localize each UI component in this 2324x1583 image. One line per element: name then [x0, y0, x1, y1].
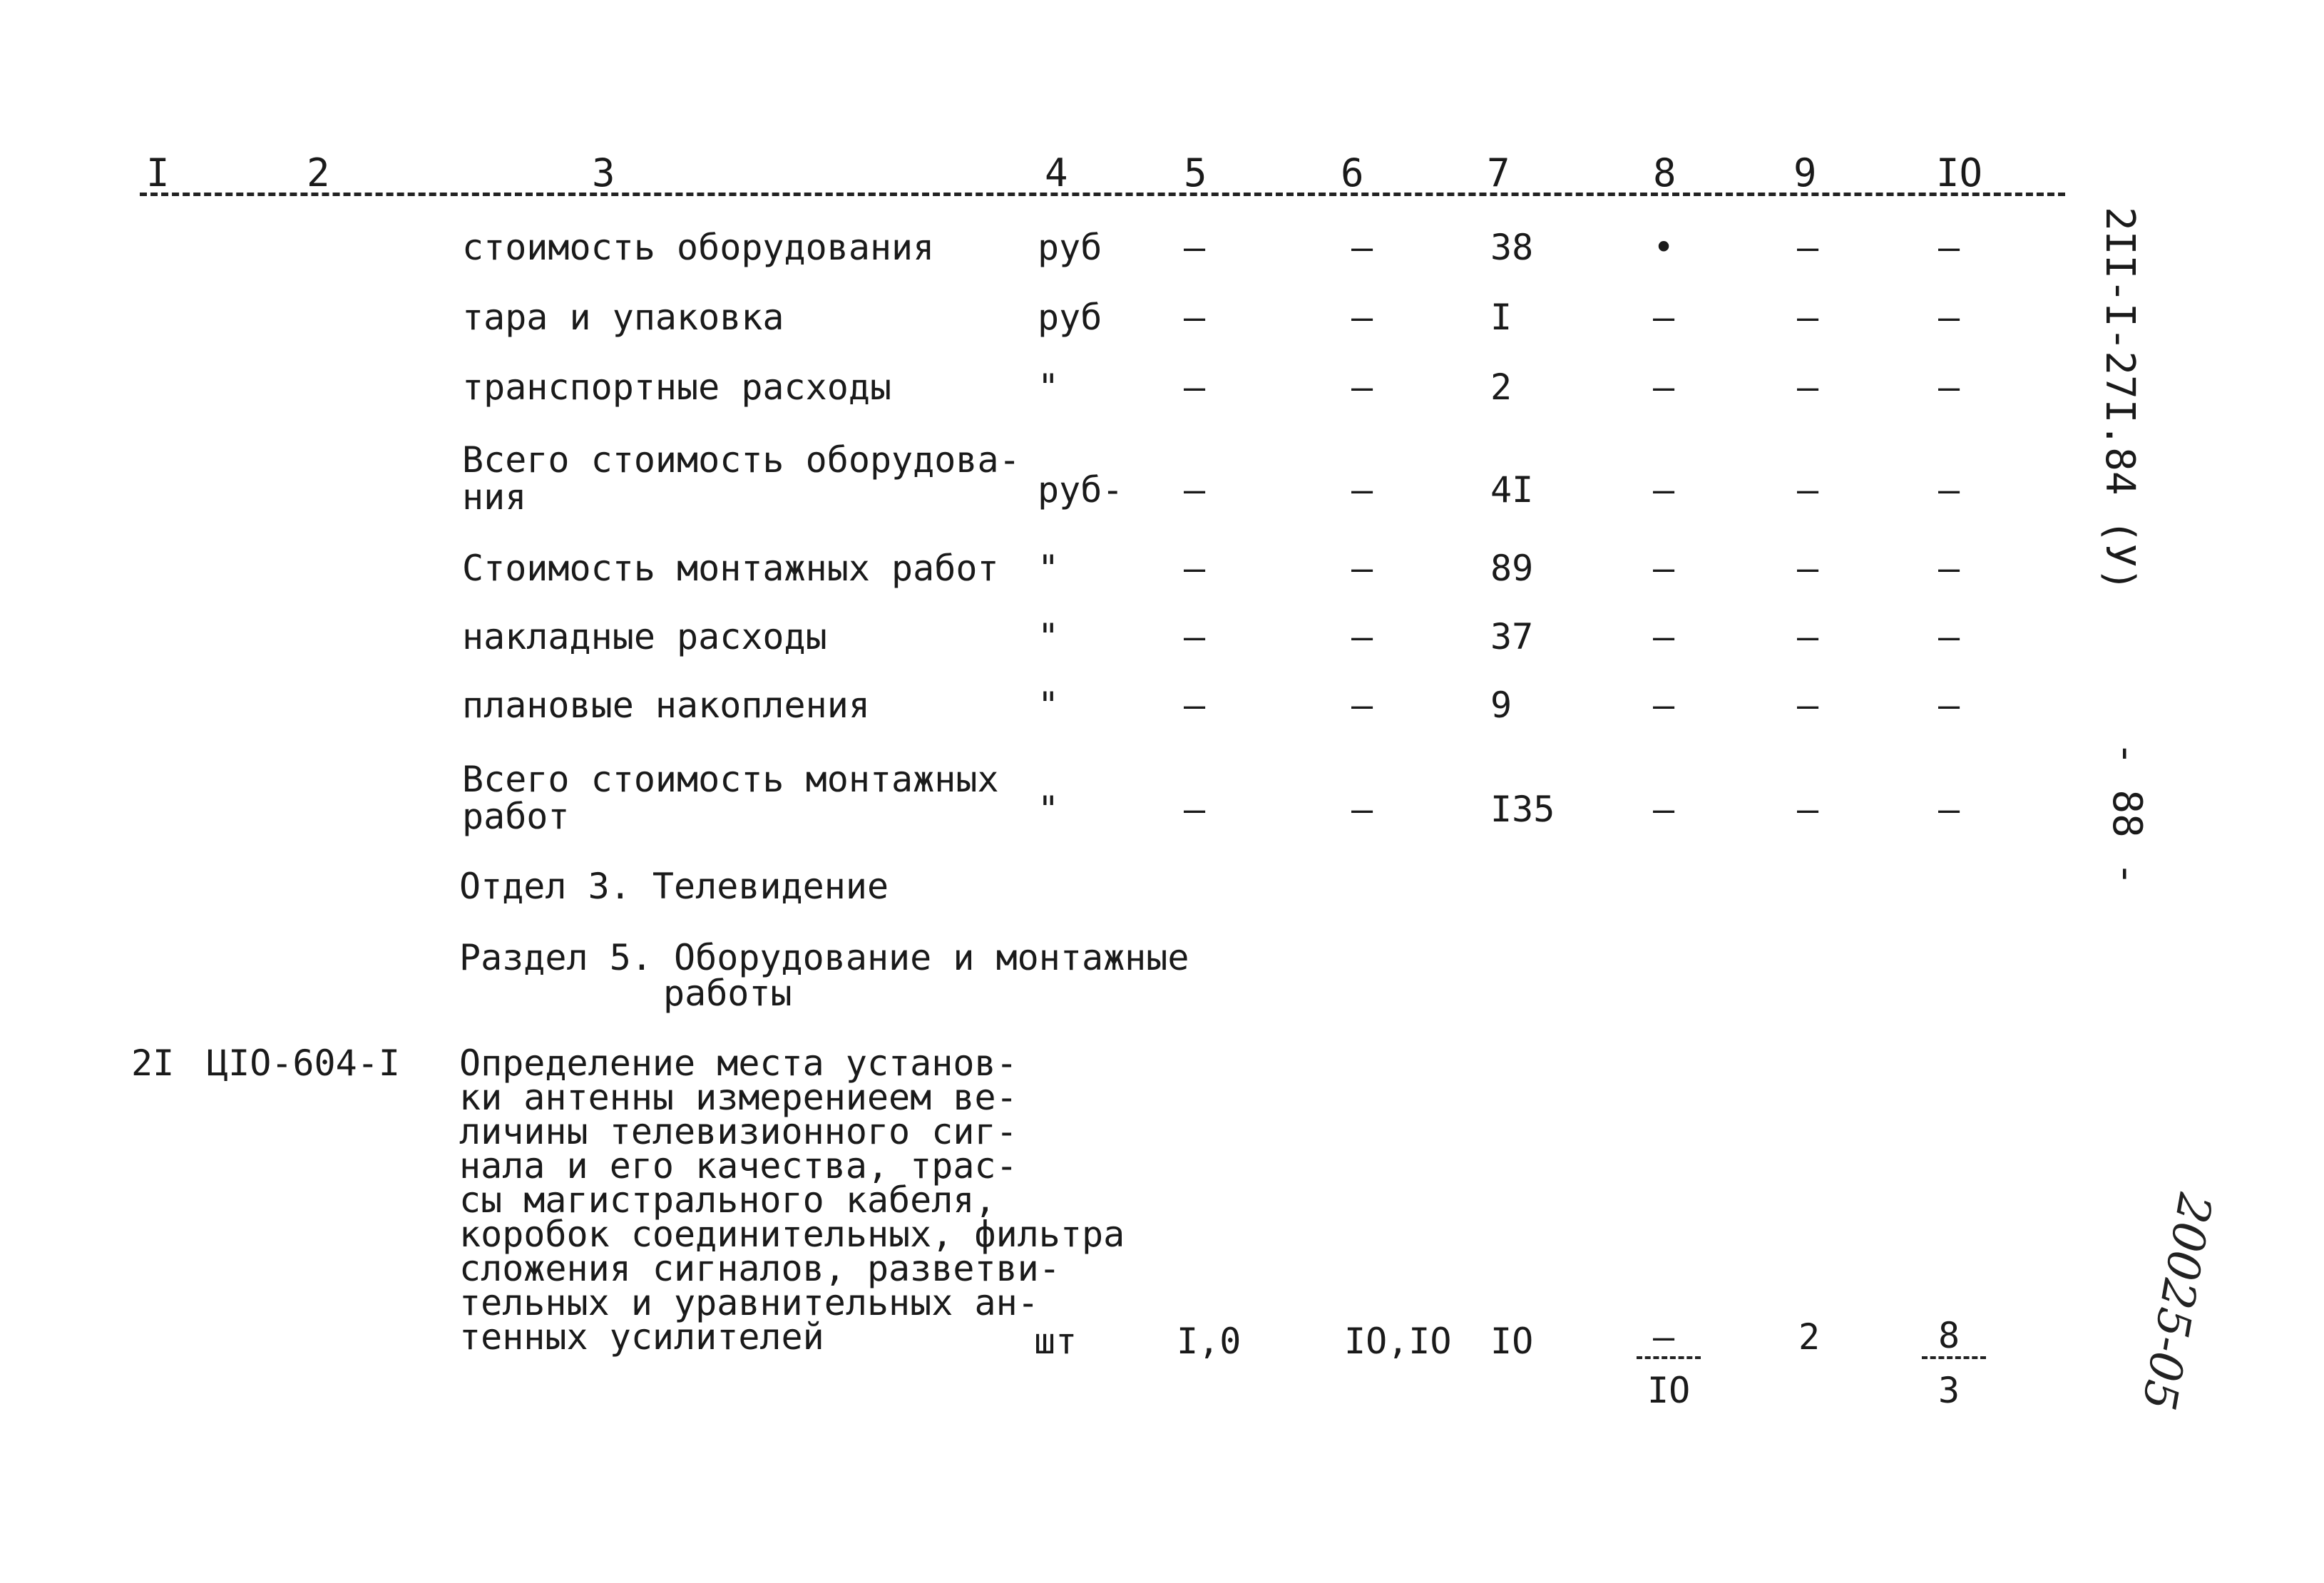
margin-document-code: 2II-I-27I.84 (У) — [2097, 207, 2143, 592]
item-description-line: тельных и уравнительных ан- — [459, 1282, 1039, 1323]
row-name: тара и упаковка — [462, 297, 784, 338]
page-number: - 88 - — [2104, 742, 2150, 886]
row-name: Всего стоимость оборудова- — [462, 439, 1020, 481]
row-c7: 38 — [1490, 227, 1534, 268]
item-description-line: коробок соединительных, фильтра — [459, 1214, 1125, 1255]
section-razdel-line-1: Раздел 5. Оборудование и монтажные — [459, 937, 1189, 978]
row-c6: – — [1351, 297, 1373, 338]
row-c7: I35 — [1490, 789, 1555, 830]
item-unit: шт — [1034, 1321, 1077, 1362]
row-name: ния — [462, 476, 527, 518]
item-col10-numerator: 8 — [1938, 1315, 1960, 1356]
row-c9: – — [1797, 227, 1819, 268]
row-c10: – — [1938, 685, 1960, 726]
row-c9: – — [1797, 548, 1819, 589]
row-c7: I — [1490, 297, 1512, 338]
item-description-line: личины телевизионного сиг- — [459, 1111, 1018, 1152]
row-name: работ — [462, 796, 570, 837]
row-c5: – — [1184, 616, 1206, 657]
row-c6: – — [1351, 685, 1373, 726]
item-col10-denominator: 3 — [1938, 1370, 1960, 1411]
row-c5: – — [1184, 297, 1206, 338]
row-c6: – — [1351, 548, 1373, 589]
header-dashed-line — [140, 193, 2065, 196]
item-col7: IO — [1490, 1321, 1534, 1362]
row-c6: – — [1351, 469, 1373, 511]
column-header-7: 7 — [1487, 150, 1510, 195]
column-header-10: IO — [1936, 150, 1983, 195]
row-c9: – — [1797, 297, 1819, 338]
row-c8: – — [1653, 789, 1675, 830]
row-c8: • — [1653, 227, 1675, 268]
row-c7: 4I — [1490, 469, 1534, 511]
item-col8-fraction-line — [1637, 1356, 1701, 1359]
row-unit: " — [1038, 789, 1060, 830]
column-header-5: 5 — [1184, 150, 1207, 195]
column-header-6: 6 — [1341, 150, 1364, 195]
column-header-4: 4 — [1045, 150, 1068, 195]
row-c10: – — [1938, 297, 1960, 338]
row-c5: – — [1184, 367, 1206, 408]
section-razdel-line-2: работы — [663, 973, 792, 1014]
column-header-8: 8 — [1653, 150, 1677, 195]
row-unit: " — [1038, 367, 1060, 408]
row-c5: – — [1184, 227, 1206, 268]
row-c5: – — [1184, 469, 1206, 511]
row-name: плановые накопления — [462, 685, 870, 726]
item-col10-fraction-line — [1922, 1356, 1986, 1359]
row-c9: – — [1797, 367, 1819, 408]
section-otdel: Отдел 3. Телевидение — [459, 866, 889, 907]
item-col5: I,0 — [1177, 1321, 1242, 1362]
item-description-line: Определение места установ- — [459, 1042, 1018, 1084]
row-name: Всего стоимость монтажных — [462, 759, 999, 800]
row-c8: – — [1653, 367, 1675, 408]
column-header-9: 9 — [1793, 150, 1817, 195]
row-c10: – — [1938, 367, 1960, 408]
item-description-line: тенных усилителей — [459, 1316, 824, 1358]
item-col6: IO,IO — [1344, 1321, 1452, 1362]
row-name: Стоимость монтажных работ — [462, 548, 999, 589]
row-name: накладные расходы — [462, 616, 827, 657]
row-c9: – — [1797, 469, 1819, 511]
handwritten-number: 20025-05 — [2131, 1189, 2221, 1414]
row-name: транспортные расходы — [462, 367, 892, 408]
item-col8-denominator: IO — [1647, 1370, 1691, 1411]
row-unit: руб — [1038, 227, 1102, 268]
item-col9: 2 — [1798, 1316, 1821, 1358]
row-unit: " — [1038, 685, 1060, 726]
row-c6: – — [1351, 789, 1373, 830]
row-c6: – — [1351, 227, 1373, 268]
row-c10: – — [1938, 469, 1960, 511]
row-c7: 89 — [1490, 548, 1534, 589]
item-description-line: ки антенны измерениеем ве- — [459, 1077, 1018, 1118]
item-description-line: сы магистрального кабеля, — [459, 1179, 996, 1221]
row-c8: – — [1653, 297, 1675, 338]
column-header-2: 2 — [307, 150, 330, 195]
row-c5: – — [1184, 789, 1206, 830]
row-c10: – — [1938, 227, 1960, 268]
item-number: 2I — [131, 1042, 175, 1084]
row-unit: " — [1038, 616, 1060, 657]
item-col8-numerator: – — [1653, 1316, 1675, 1358]
row-c7: 2 — [1490, 367, 1512, 408]
row-c10: – — [1938, 789, 1960, 830]
row-c6: – — [1351, 367, 1373, 408]
row-c9: – — [1797, 616, 1819, 657]
row-c8: – — [1653, 469, 1675, 511]
row-unit: " — [1038, 548, 1060, 589]
row-unit: руб — [1038, 297, 1102, 338]
row-c6: – — [1351, 616, 1373, 657]
item-code: ЦIO-604-I — [207, 1042, 400, 1084]
row-c9: – — [1797, 685, 1819, 726]
row-c9: – — [1797, 789, 1819, 830]
row-unit: руб- — [1038, 469, 1124, 511]
row-c8: – — [1653, 616, 1675, 657]
column-header-3: 3 — [592, 150, 615, 195]
row-c8: – — [1653, 548, 1675, 589]
row-c10: – — [1938, 616, 1960, 657]
row-name: стоимость оборудования — [462, 227, 935, 268]
row-c5: – — [1184, 548, 1206, 589]
row-c7: 9 — [1490, 685, 1512, 726]
row-c7: 37 — [1490, 616, 1534, 657]
column-header-1: I — [146, 150, 170, 195]
row-c8: – — [1653, 685, 1675, 726]
item-description-line: нала и его качества, трас- — [459, 1145, 1018, 1187]
row-c10: – — [1938, 548, 1960, 589]
row-c5: – — [1184, 685, 1206, 726]
item-description-line: сложения сигналов, разветви- — [459, 1248, 1060, 1289]
